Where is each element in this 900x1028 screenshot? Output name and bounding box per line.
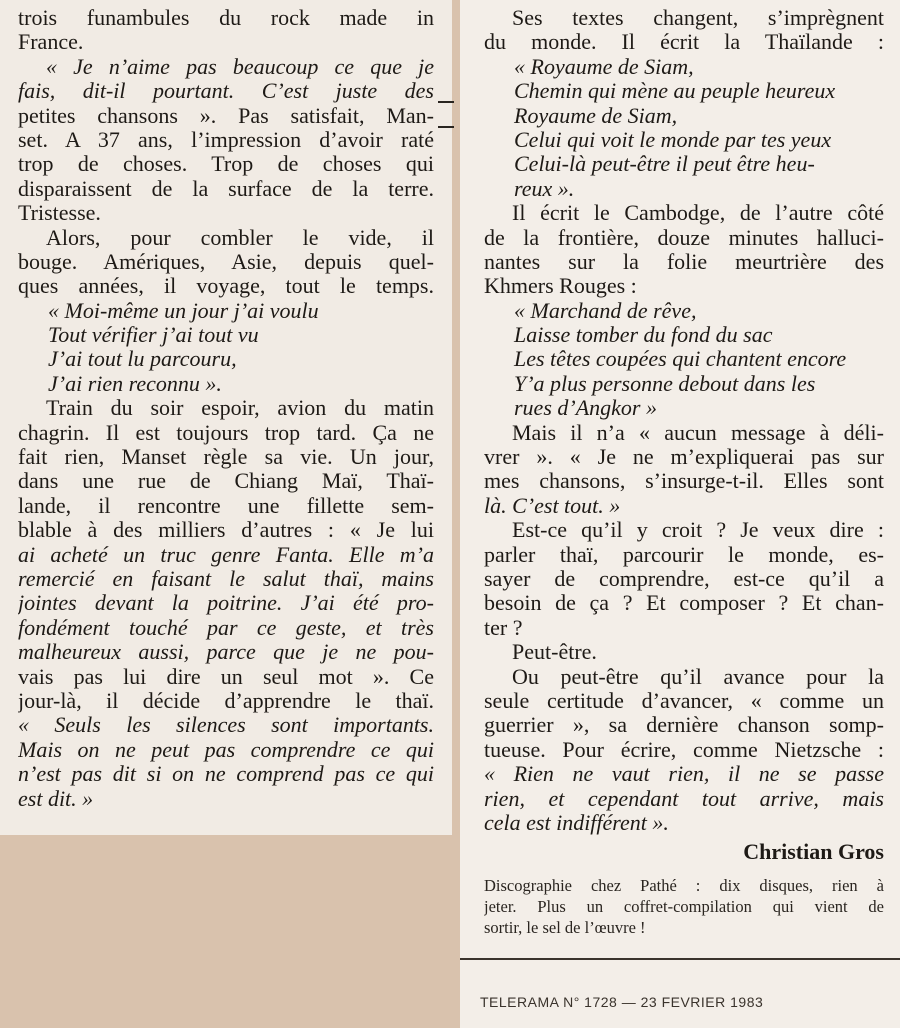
text-line: Il écrit le Cambodge, de l’autre côté: [512, 201, 884, 226]
text-line: ter ?: [484, 615, 523, 640]
text-line: Royaume de Siam,: [514, 103, 678, 128]
note-line: jeter. Plus un coffret-compilation qui vient de: [484, 897, 884, 917]
text-line: ai acheté un truc genre Fanta. Elle m’a: [18, 542, 434, 567]
text-line: besoin de ça ? Et composer ? Et chan-: [484, 591, 884, 616]
text-line: « Seuls les silences sont importants.: [18, 713, 434, 738]
text-line: Ou peut-être qu’il avance pour la: [512, 664, 884, 689]
discography-note: [484, 875, 884, 938]
text-line: nantes sur la folie meurtrière des: [484, 249, 884, 274]
text-line: là. C’est tout. »: [484, 493, 621, 518]
text-line: « Rien ne vaut rien, il ne se passe: [484, 762, 884, 787]
text-line: bouge. Amériques, Asie, depuis quel-: [18, 249, 434, 274]
text-line: blable à des milliers d’autres : « Je lui: [18, 518, 434, 543]
text-line: chagrin. Il est toujours trop tard. Ça ne: [18, 420, 434, 445]
text-line: cela est indifférent ».: [484, 810, 669, 835]
right-column-text: [484, 6, 884, 835]
text-line: trois funambules du rock made in: [18, 6, 434, 30]
text-line: « Royaume de Siam,: [514, 54, 694, 79]
text-line: Chemin qui mène au peuple heureux: [514, 79, 836, 104]
text-line: fais, dit-il pourtant. C’est juste des: [18, 79, 434, 104]
text-line: Khmers Rouges :: [484, 274, 637, 299]
text-line: de la frontière, douze minutes halluci-: [484, 225, 884, 250]
margin-dash: [438, 126, 454, 128]
text-line: Alors, pour combler le vide, il: [46, 225, 434, 250]
text-line: Y’a plus personne debout dans les: [514, 371, 816, 396]
text-line: Tristesse.: [18, 201, 101, 226]
text-line: petites chansons ». Pas satisfait, Man-: [18, 103, 434, 128]
text-line: Les têtes coupées qui chantent encore: [514, 347, 847, 372]
author-signature: Christian Gros: [743, 839, 884, 865]
text-line: est dit. »: [18, 786, 94, 811]
text-line: Peut-être.: [512, 640, 597, 665]
text-line: Ses textes changent, s’imprègnent: [512, 6, 884, 30]
text-line: du monde. Il écrit la Thaïlande :: [484, 30, 884, 55]
text-line: France.: [18, 30, 84, 55]
text-line: malheureux aussi, parce que je ne pou-: [18, 640, 434, 665]
note-line: Discographie chez Pathé : dix disques, rien à: [484, 876, 884, 896]
text-line: set. A 37 ans, l’impression d’avoir raté: [18, 127, 434, 152]
text-line: sayer de comprendre, est-ce qu’il a: [484, 566, 884, 591]
text-line: reux ».: [514, 176, 575, 201]
text-line: tueuse. Pour écrire, comme Nietzsche :: [484, 737, 884, 762]
text-line: trop de choses. Trop de choses qui: [18, 152, 434, 177]
text-line: parler thaï, parcourir le monde, es-: [484, 542, 884, 567]
footer-rule: [460, 958, 900, 960]
text-line: Celui qui voit le monde par tes yeux: [514, 127, 832, 152]
text-line: « Marchand de rêve,: [514, 298, 697, 323]
text-line: vrer ». « Je ne m’expliquerai pas sur: [484, 445, 884, 470]
footer-source: TELERAMA N° 1728 — 23 FEVRIER 1983: [480, 994, 764, 1010]
text-line: fondément touché par ce geste, et très: [18, 615, 434, 640]
text-line: Laisse tomber du fond du sac: [514, 323, 773, 348]
text-line: Train du soir espoir, avion du matin: [46, 396, 434, 421]
text-line: J’ai rien reconnu ».: [48, 371, 222, 396]
text-line: jour-là, il décide d’apprendre le thaï.: [18, 688, 434, 713]
text-line: disparaissent de la surface de la terre.: [18, 176, 434, 201]
text-line: guerrier », sa dernière chanson somp-: [484, 713, 884, 738]
text-line: « Je n’aime pas beaucoup ce que je: [46, 54, 434, 79]
text-line: Tout vérifier j’ai tout vu: [48, 323, 259, 348]
text-line: rien, et cependant tout arrive, mais: [484, 786, 884, 811]
text-line: dans une rue de Chiang Maï, Thaï-: [18, 469, 434, 494]
text-line: vais pas lui dire un seul mot ». Ce: [18, 664, 434, 689]
text-line: lande, il rencontre une fillette sem-: [18, 493, 434, 518]
text-line: jointes devant la poitrine. J’ai été pro-: [18, 591, 434, 616]
text-line: J’ai tout lu parcouru,: [48, 347, 237, 372]
text-line: rues d’Angkor »: [514, 396, 657, 421]
margin-dash: [438, 101, 454, 103]
text-line: « Moi-même un jour j’ai voulu: [48, 298, 319, 323]
text-line: mes chansons, s’insurge-t-il. Elles sont: [484, 469, 884, 494]
text-line: n’est pas dit si on ne comprend pas ce qui: [18, 762, 434, 787]
note-line: sortir, le sel de l’œuvre !: [484, 918, 646, 938]
text-line: fait rien, Manset règle sa vie. Un jour,: [18, 445, 434, 470]
left-column: [0, 0, 452, 835]
text-line: ques années, il voyage, tout le temps.: [18, 274, 434, 299]
text-line: remercié en faisant le salut thaï, mains: [18, 566, 434, 591]
text-line: seule certitude d’avancer, « comme un: [484, 688, 884, 713]
text-line: Est-ce qu’il y croit ? Je veux dire :: [512, 518, 884, 543]
text-line: Celui-là peut-être il peut être heu-: [514, 152, 815, 177]
text-line: Mais il n’a « aucun message à déli-: [512, 420, 884, 445]
right-column: [460, 0, 900, 1028]
text-line: Mais on ne peut pas comprendre ce qui: [18, 737, 434, 762]
